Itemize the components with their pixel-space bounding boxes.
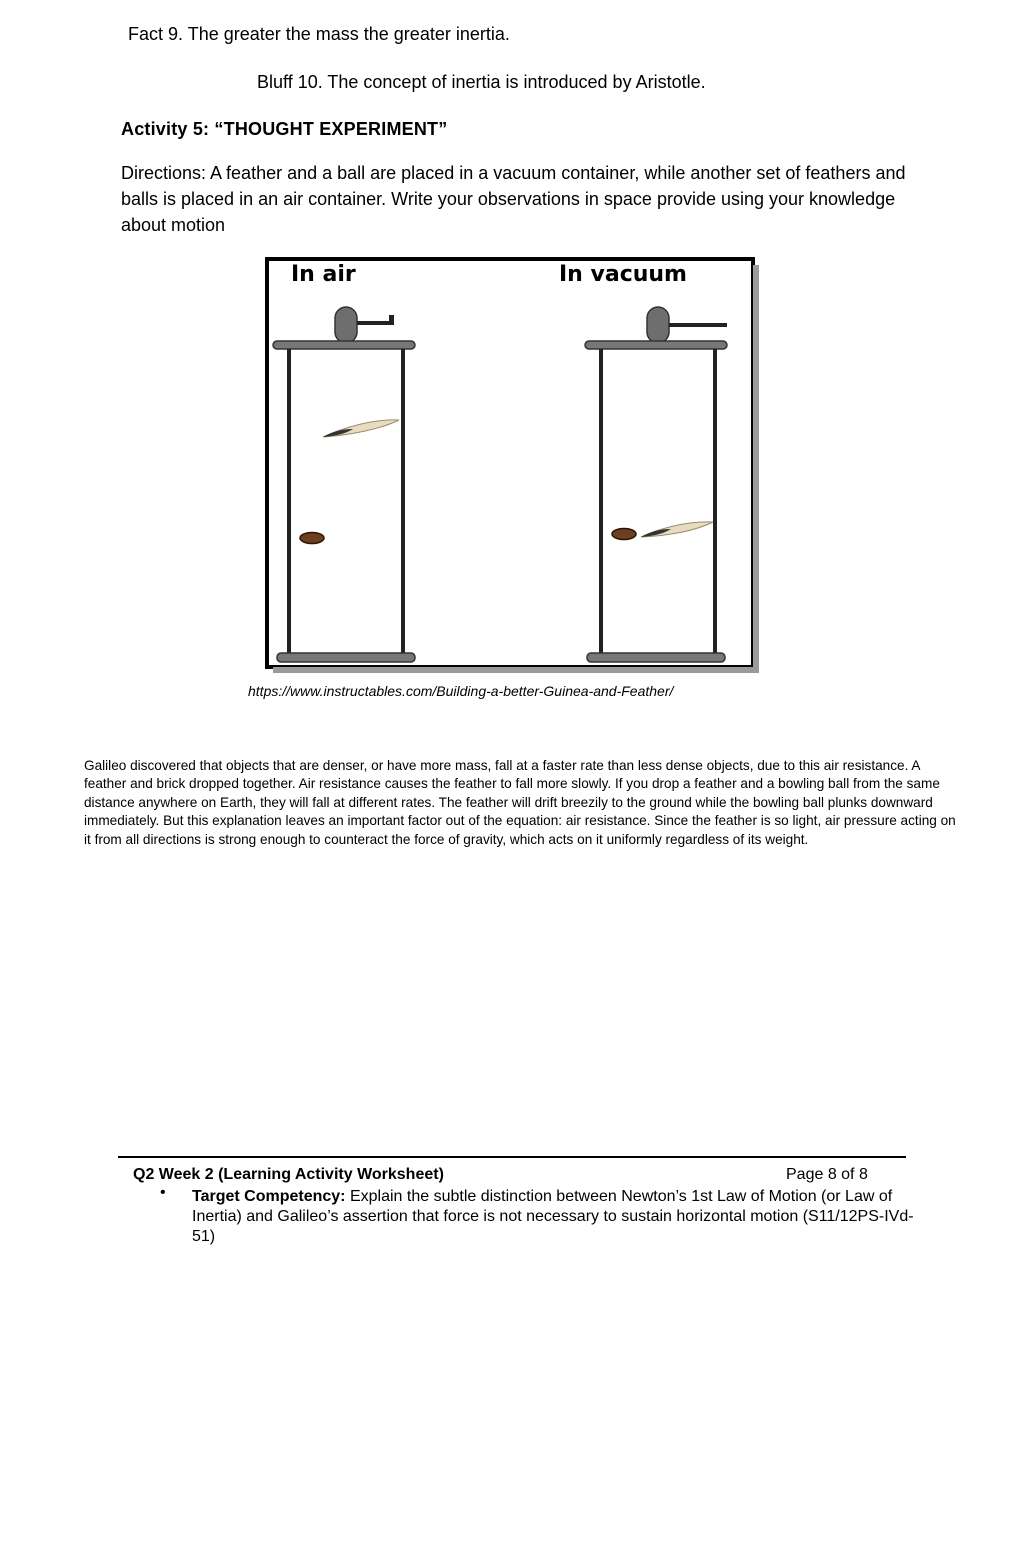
footer-divider [118, 1156, 906, 1158]
thought-experiment-figure [265, 257, 759, 673]
figure-shadow-side [753, 265, 759, 673]
figure-source-caption: https://www.instructables.com/Building-a-better-Guinea-and-Feather/ [248, 683, 674, 699]
label-in-vacuum: In vacuum [559, 262, 687, 287]
vacuum-valve-knob [647, 307, 669, 343]
air-valve-pipe [357, 321, 393, 325]
footer-worksheet-title: Q2 Week 2 (Learning Activity Worksheet) [133, 1166, 444, 1183]
vacuum-bottom-cap [587, 653, 725, 662]
vacuum-valve-pipe [669, 323, 727, 327]
footer-page-number: Page 8 of 8 [786, 1166, 868, 1183]
fact-9: Fact 9. The greater the mass the greater inertia. [128, 24, 510, 44]
air-bottom-cap [277, 653, 415, 662]
label-in-air: In air [291, 262, 356, 287]
tubes-illustration [265, 257, 759, 673]
activity-directions: Directions: A feather and a ball are placed in a vacuum container, while another set of feathers and balls is placed in an air container. Write your observations in space provide using your knowledge about motion [121, 163, 906, 235]
galileo-paragraph: Galileo discovered that objects that are denser, or have more mass, fall at a faster rate than less dense objects, due to this air resistance. A feather and brick dropped together. Air resistance causes the feather to fall more slowly. If you drop a feather and a bowling ball from the same distance anywhere on Earth, they will fall at different rates. The feather will drift breezily to the ground while the bowling ball plunks downward immediately. But this explanation leaves an important factor out of the equation: air resistance. Since the feather is so light, air pressure acting on it from all directions is strong enough to counteract the force of gravity, which acts on it uniformly regardless of its weight. [84, 758, 956, 847]
vacuum-top-cap [585, 341, 727, 349]
competency-bullet: • [160, 1184, 166, 1201]
competency-text: Explain the subtle distinction between Newton’s 1st Law of Motion (or Law of Inertia) and Galileo’s assertion that force is not necessary to sustain horizontal motion (S11/12PS-IVd-51) [192, 1188, 914, 1245]
air-valve-knob [335, 307, 357, 343]
air-valve-stem [389, 315, 394, 325]
air-top-cap [273, 341, 415, 349]
activity-title: Activity 5: “THOUGHT EXPERIMENT” [121, 119, 448, 139]
vacuum-ball [612, 529, 636, 540]
air-ball [300, 533, 324, 544]
bluff-10: Bluff 10. The concept of inertia is introduced by Aristotle. [257, 72, 706, 92]
figure-shadow [273, 667, 759, 673]
target-competency [192, 1187, 922, 1247]
competency-label: Target Competency: [192, 1188, 346, 1205]
